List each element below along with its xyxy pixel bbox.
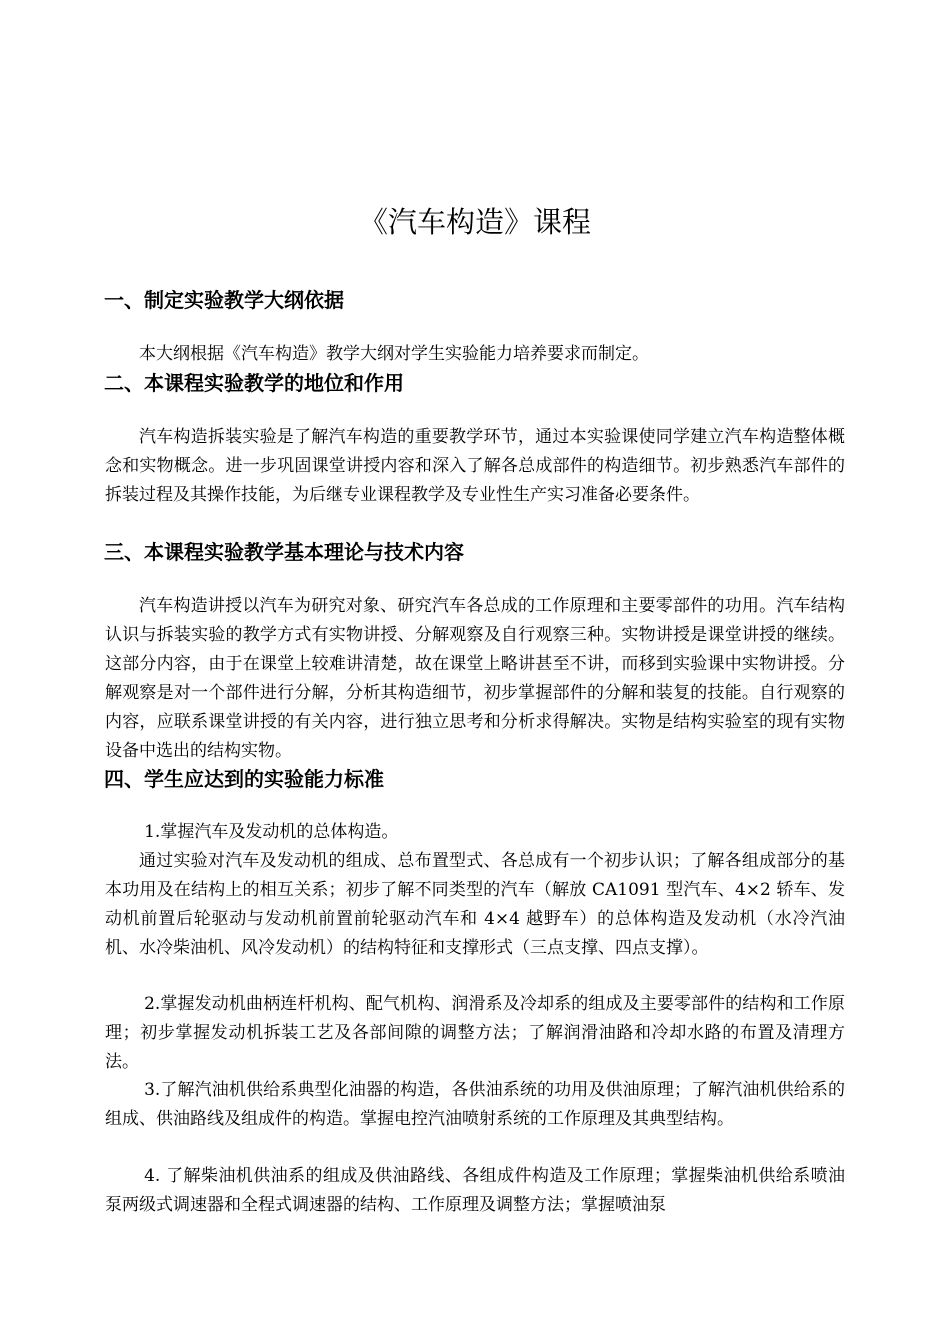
section-heading-1: 一、制定实验教学大纲依据	[104, 288, 344, 312]
section-4-item-4: 4. 了解柴油机供油系的组成及供油路线、各组成件构造及工作原理；掌握柴油机供给系喷油泵两级式调速器和全程式调速器的结构、工作原理及调整方法；掌握喷油泵	[105, 1166, 845, 1215]
document-title: 《汽车构造》课程	[358, 205, 591, 239]
section-4-item-2: 2.掌握发动机曲柄连杆机构、配气机构、润滑系及冷却系的组成及主要零部件的结构和工作原理；初步掌握发动机拆装工艺及各部间隙的调整方法；了解润滑油路和冷却水路的布置及清理方法。	[105, 994, 845, 1072]
section-1-paragraph: 本大纲根据《汽车构造》教学大纲对学生实验能力培养要求而制定。	[139, 344, 649, 364]
section-heading-4: 四、学生应达到的实验能力标准	[104, 767, 384, 791]
section-heading-3: 三、本课程实验教学基本理论与技术内容	[104, 540, 464, 564]
section-2-paragraph: 汽车构造拆装实验是了解汽车构造的重要教学环节，通过本实验课使同学建立汽车构造整体概念和实物概念。进一步巩固课堂讲授内容和深入了解各总成部件的构造细节。初步熟悉汽车部件的拆装过程及其操作技能，为后继专业课程教学及专业性生产实习准备必要条件。	[105, 427, 845, 505]
section-4-item-1: 1.掌握汽车及发动机的总体构造。	[144, 822, 399, 842]
section-3-paragraph: 汽车构造讲授以汽车为研究对象、研究汽车各总成的工作原理和主要零部件的功用。汽车结构认识与拆装实验的教学方式有实物讲授、分解观察及自行观察三种。实物讲授是课堂讲授的继续。这部分内容，由于在课堂上较难讲清楚，故在课堂上略讲甚至不讲，而移到实验课中实物讲授。分解观察是对一个部件进行分解，分析其构造细节，初步掌握部件的分解和装复的技能。自行观察的内容，应联系课堂讲授的有关内容，进行独立思考和分析求得解决。实物是结构实验室的现有实物设备中选出的结构实物。	[105, 596, 845, 761]
section-heading-2: 二、本课程实验教学的地位和作用	[104, 371, 404, 395]
section-4-item-3: 3.了解汽油机供给系典型化油器的构造，各供油系统的功用及供油原理；了解汽油机供给系的组成、供油路线及组成件的构造。掌握电控汽油喷射系统的工作原理及其典型结构。	[105, 1080, 845, 1129]
section-4-paragraph-overview: 通过实验对汽车及发动机的组成、总布置型式、各总成有一个初步认识；了解各组成部分的基本功用及在结构上的相互关系；初步了解不同类型的汽车（解放 CA1091 型汽车、4×2 轿车、发动机前置后轮驱动与发动机前置前轮驱动汽车和 4×4 越野车）的总体构造及发动机（水冷汽油机、水冷柴油机、风冷发动机）的结构特征和支撑形式（三点支撑、四点支撑）。	[105, 851, 845, 958]
